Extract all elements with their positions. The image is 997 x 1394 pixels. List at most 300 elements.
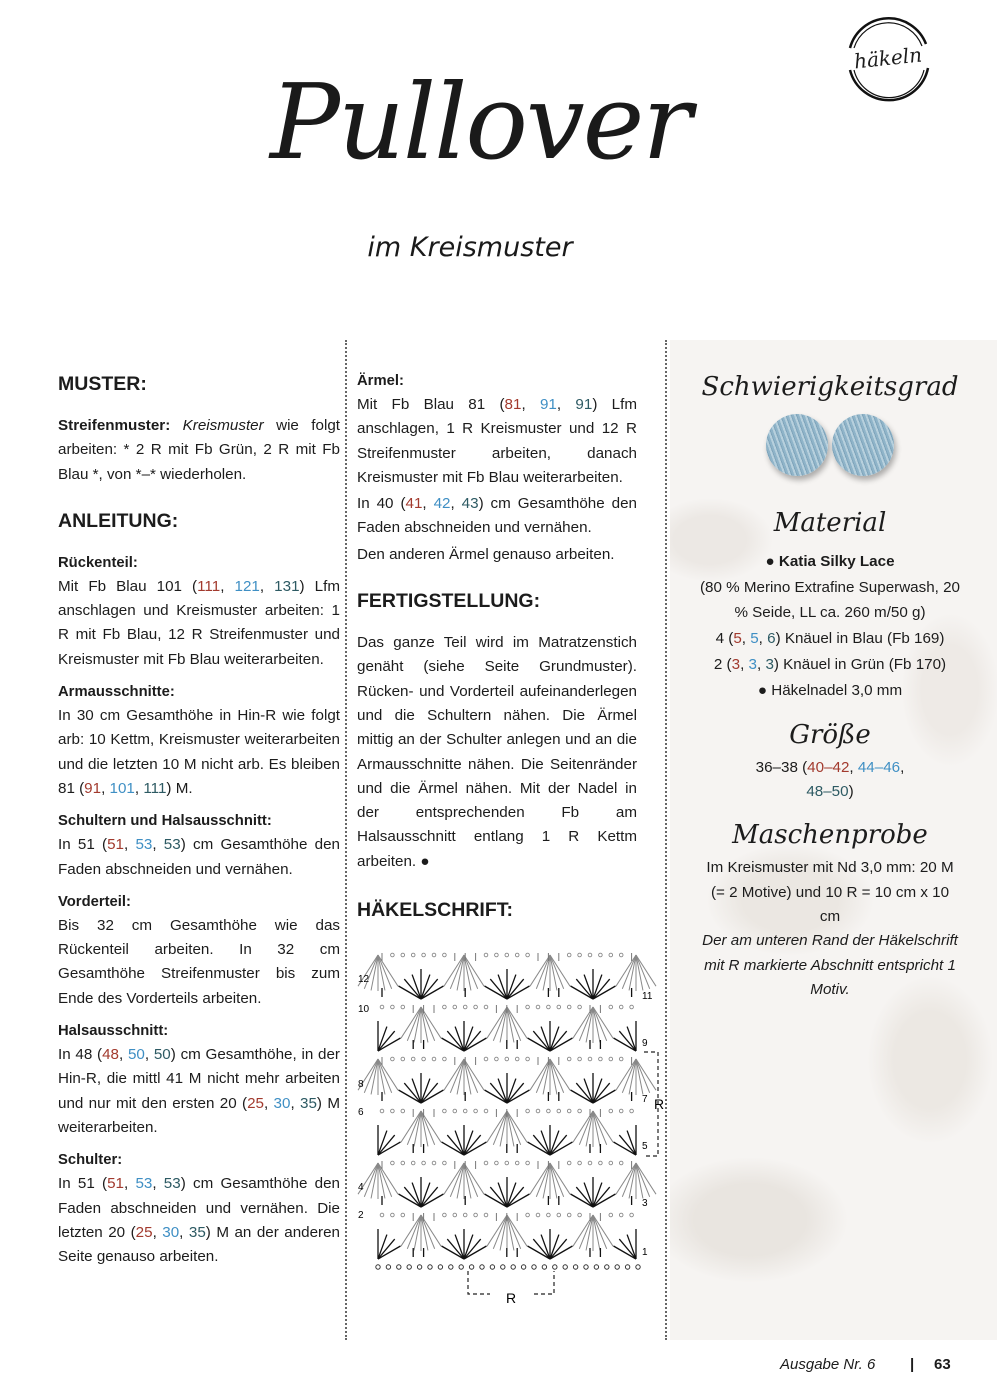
text-segment: ,: [179, 1223, 189, 1241]
row-number-label: 3: [642, 1198, 648, 1210]
chain-stitch-symbol: [474, 1005, 478, 1009]
chain-stitch-symbol: [463, 1109, 467, 1113]
chain-stitch-symbol: [619, 1161, 623, 1165]
text-segment: In 40 (: [357, 495, 406, 513]
material-item: [696, 679, 964, 703]
subsection-heading: Schulter:: [58, 1152, 123, 1169]
chain-stitch-symbol: [630, 1005, 634, 1009]
gray-fan-symbol: [450, 1059, 464, 1093]
chain-stitch-symbol: [526, 1213, 530, 1217]
paragraph: [58, 1043, 340, 1140]
chain-stitch-symbol: [386, 1265, 390, 1269]
text-segment: 4 (: [715, 629, 734, 647]
chain-stitch-symbol: [547, 1213, 551, 1217]
size-heading: Größe: [789, 719, 871, 750]
text-segment: ) Lfm anschlagen und Kreismuster arbeiten: 1 R mit Fb Blau, 12 R Streifenmuster und Kreismuster mit Fb Blau weiterarbeiten.: [58, 577, 340, 668]
chain-stitch-symbol: [605, 1265, 609, 1269]
chain-stitch-symbol: [515, 1161, 519, 1165]
chain-stitch-symbol: [391, 1005, 395, 1009]
gauge-text: Im Kreismuster mit Nd 3,0 mm: 20 M (= 2 Motive) und 10 R = 10 cm x 10 cm: [706, 859, 954, 925]
double-crochet-symbol: [533, 1239, 550, 1259]
size-variant-number: 25: [247, 1094, 264, 1112]
text-segment: wie folgt arbeiten: * 2 R mit Fb Grün, 2 R mit Fb Blau *, von *–* wiederholen.: [58, 417, 340, 483]
double-crochet-symbol: [490, 1187, 507, 1207]
chain-stitch-symbol: [532, 1265, 536, 1269]
size-variant-number: 48: [102, 1046, 120, 1064]
chain-stitch-symbol: [449, 1265, 453, 1269]
gray-fan-symbol: [407, 1007, 421, 1041]
double-crochet-symbol: [507, 1187, 524, 1207]
gray-fan-symbol: [378, 1059, 392, 1093]
chain-stitch-symbol: [438, 1265, 442, 1269]
paragraph: [58, 575, 340, 672]
chain-stitch-symbol: [463, 1005, 467, 1009]
chain-stitch-symbol: [619, 1005, 623, 1009]
chain-stitch-symbol: [453, 1213, 457, 1217]
size-variant-number: 81: [504, 396, 522, 413]
gray-fan-symbol: [493, 1111, 507, 1145]
gray-fan-symbol: [550, 1059, 564, 1093]
material-item: [696, 653, 964, 677]
double-crochet-symbol: [378, 1031, 395, 1051]
paragraph: [357, 543, 637, 567]
double-crochet-symbol: [507, 1083, 524, 1103]
chain-stitch-symbol: [484, 1161, 488, 1165]
chain-stitch-symbol: [459, 1265, 463, 1269]
chain-stitch-symbol: [578, 1161, 582, 1165]
crochet-chart: [350, 940, 665, 1310]
chain-stitch-symbol: [411, 1161, 415, 1165]
chain-stitch-symbol: [526, 953, 530, 957]
text-segment: 2 (: [713, 656, 732, 674]
chain-stitch-symbol: [588, 953, 592, 957]
gray-fan-symbol: [407, 1215, 421, 1249]
subsection-heading: Ärmel:: [357, 373, 404, 389]
text-segment: ) cm Gesamthöhe den Faden abschneiden und vernähen.: [357, 495, 637, 537]
chain-stitch-symbol: [630, 1109, 634, 1113]
double-crochet-symbol: [619, 1031, 636, 1051]
size-variant-number: 6: [767, 629, 776, 647]
chain-stitch-symbol: [563, 1265, 567, 1269]
chain-stitch-symbol: [469, 1265, 473, 1269]
footer-separator: |: [910, 1356, 915, 1373]
chain-stitch-symbol: [599, 953, 603, 957]
text-segment: ,: [422, 495, 434, 513]
paragraph: [58, 833, 340, 882]
chain-stitch-symbol: [521, 1265, 525, 1269]
chain-stitch-symbol: [480, 1265, 484, 1269]
chain-stitch-symbol: [515, 1057, 519, 1061]
paragraph: [58, 704, 340, 801]
chain-stitch-symbol: [526, 1005, 530, 1009]
gray-fan-symbol: [493, 1007, 507, 1041]
size-variant-number: 30: [273, 1094, 291, 1112]
size-text: [690, 756, 970, 805]
text-segment: ,: [450, 495, 462, 513]
chain-stitch-symbol: [547, 1109, 551, 1113]
size-variant-number: 111: [143, 779, 167, 797]
text-segment: ● Häkelnadel 3,0 mm: [757, 682, 903, 700]
chain-stitch-symbol: [484, 953, 488, 957]
row-number-label: 9: [642, 1038, 648, 1050]
double-crochet-symbol: [593, 979, 610, 999]
text-segment: ,: [741, 629, 751, 647]
text-segment: ● Katia Silky Lace: [765, 553, 895, 570]
gray-fan-symbol: [493, 1215, 507, 1249]
size-variant-number: 5: [733, 629, 742, 647]
double-crochet-symbol: [421, 1083, 438, 1103]
text-segment: Den anderen Ärmel genauso arbeiten.: [357, 545, 615, 563]
yarn-ball-icon: [766, 414, 828, 476]
chain-stitch-symbol: [380, 1109, 384, 1113]
gray-fan-symbol: [364, 1163, 378, 1197]
text-segment: ,: [123, 836, 136, 854]
chain-stitch-symbol: [391, 1057, 395, 1061]
double-crochet-symbol: [593, 1083, 610, 1103]
double-crochet-symbol: [550, 1135, 567, 1155]
material-heading: Material: [773, 508, 887, 538]
section-heading: FERTIGSTELLUNG:: [357, 590, 541, 613]
text-segment: ,: [900, 758, 905, 776]
text-segment: ,: [259, 577, 275, 595]
double-crochet-symbol: [619, 1239, 636, 1259]
row-number-label: 7: [642, 1094, 648, 1106]
gray-fan-symbol: [450, 955, 464, 989]
repeat-label: R: [654, 1096, 665, 1113]
subsection-heading: Armausschnitte:: [58, 684, 175, 701]
paragraph: [58, 414, 340, 487]
difficulty-heading: Schwierigkeitsgrad: [701, 372, 959, 402]
left-column: [58, 366, 340, 1271]
row-number-label: 5: [642, 1141, 648, 1153]
chain-stitch-symbol: [578, 1005, 582, 1009]
chain-stitch-symbol: [567, 1005, 571, 1009]
double-crochet-symbol: [490, 979, 507, 999]
chain-stitch-symbol: [536, 1109, 540, 1113]
text-segment: ,: [152, 1223, 163, 1241]
chain-stitch-symbol: [609, 1161, 613, 1165]
text-segment: ,: [556, 396, 576, 413]
chain-stitch-symbol: [584, 1265, 588, 1269]
spacer: [357, 569, 637, 583]
page-subtitle: im Kreismuster: [367, 232, 573, 263]
chain-stitch-symbol: [578, 1109, 582, 1113]
yarn-ball-icon: [832, 414, 894, 476]
material-item: [696, 576, 964, 625]
text-segment: 36–38 (: [755, 758, 808, 776]
gray-fan-symbol: [364, 1059, 378, 1093]
chain-stitch-symbol: [453, 1005, 457, 1009]
paragraph: [357, 631, 637, 874]
chain-stitch-symbol: [567, 1213, 571, 1217]
chain-stitch-symbol: [380, 1213, 384, 1217]
subsection-heading: Halsausschnitt:: [58, 1023, 169, 1040]
text-segment: ,: [521, 396, 540, 413]
page-title: Pullover: [269, 61, 691, 183]
chain-stitch-symbol: [619, 1213, 623, 1217]
size-variant-number: 121: [234, 577, 260, 595]
chain-stitch-symbol: [484, 1005, 488, 1009]
chain-stitch-symbol: [573, 1265, 577, 1269]
chain-stitch-symbol: [594, 1265, 598, 1269]
size-variant-number: 53: [163, 836, 181, 854]
double-crochet-symbol: [404, 979, 421, 999]
chain-stitch-symbol: [432, 1057, 436, 1061]
size-variant-number: 3: [748, 656, 757, 674]
paragraph: [357, 492, 637, 541]
gauge-note: Der am unteren Rand der Häkelschrift mit R markierte Abschnitt entspricht 1 Motiv.: [702, 932, 958, 998]
text-segment: In 51 (: [58, 1175, 108, 1193]
chain-stitch-symbol: [397, 1265, 401, 1269]
text-segment: ,: [119, 1046, 128, 1064]
chain-stitch-symbol: [411, 1057, 415, 1061]
chain-stitch-symbol: [536, 1213, 540, 1217]
footer: [780, 1356, 980, 1376]
size-variant-number: 50: [153, 1046, 171, 1064]
text-segment: Streifenmuster:: [58, 417, 183, 434]
gray-fan-symbol: [622, 1163, 636, 1197]
size-variant-number: 48–50: [806, 783, 849, 801]
text-segment: ,: [144, 1046, 154, 1064]
chain-stitch-symbol: [432, 953, 436, 957]
chain-stitch-symbol: [484, 1213, 488, 1217]
chain-stitch-symbol: [401, 1161, 405, 1165]
double-crochet-symbol: [421, 1187, 438, 1207]
text-segment: ,: [740, 656, 749, 674]
text-segment: ): [848, 783, 854, 801]
gray-fan-symbol: [378, 1163, 392, 1197]
chain-stitch-symbol: [474, 1213, 478, 1217]
chain-stitch-symbol: [578, 1057, 582, 1061]
double-crochet-symbol: [421, 979, 438, 999]
text-segment: ,: [101, 779, 110, 797]
size-variant-number: 42: [433, 495, 451, 513]
gray-fan-symbol: [378, 955, 392, 989]
chain-stitch-symbol: [401, 1109, 405, 1113]
double-crochet-symbol: [404, 1187, 421, 1207]
difficulty-rating: [690, 414, 970, 476]
issue-label: Ausgabe Nr. 6: [780, 1356, 876, 1373]
chain-stitch-symbol: [495, 1057, 499, 1061]
chain-stitch-symbol: [619, 1109, 623, 1113]
text-segment: ) Knäuel in Grün (Fb 170): [773, 656, 947, 674]
material-item: [696, 627, 964, 651]
gray-fan-symbol: [636, 1163, 650, 1197]
gray-fan-symbol: [421, 1215, 435, 1249]
chain-stitch-symbol: [615, 1265, 619, 1269]
chain-stitch-symbol: [495, 1161, 499, 1165]
paragraph: [58, 1172, 340, 1269]
chain-stitch-symbol: [428, 1265, 432, 1269]
chain-stitch-symbol: [636, 1265, 640, 1269]
double-crochet-symbol: [576, 979, 593, 999]
text-segment: ,: [290, 1094, 301, 1112]
gray-fan-symbol: [579, 1111, 593, 1145]
size-variant-number: 53: [163, 1175, 181, 1193]
size-variant-number: 101: [109, 779, 135, 797]
chain-stitch-symbol: [599, 1057, 603, 1061]
chain-stitch-symbol: [557, 1213, 561, 1217]
size-variant-number: 111: [197, 577, 221, 595]
size-variant-number: 51: [107, 1175, 124, 1193]
chain-stitch-symbol: [567, 1057, 571, 1061]
gray-fan-symbol: [450, 1163, 464, 1197]
size-variant-number: 51: [107, 836, 124, 854]
row-number-label: 11: [642, 991, 653, 1003]
chain-stitch-symbol: [391, 1213, 395, 1217]
chain-stitch-symbol: [609, 1057, 613, 1061]
gray-fan-symbol: [593, 1111, 607, 1145]
text-segment: Mit Fb Blau 101 (: [58, 577, 198, 595]
gray-fan-symbol: [593, 1215, 607, 1249]
text-segment: ,: [756, 656, 766, 674]
chain-stitch-symbol: [411, 953, 415, 957]
subsection-heading: Vorderteil:: [58, 893, 131, 910]
text-segment: (80 % Merino Extrafine Superwash, 20 % Seide, LL ca. 260 m/50 g): [699, 579, 960, 621]
chain-stitch-symbol: [542, 1265, 546, 1269]
chain-stitch-symbol: [443, 1057, 447, 1061]
double-crochet-symbol: [490, 1083, 507, 1103]
gray-fan-symbol: [407, 1111, 421, 1145]
chain-stitch-symbol: [417, 1265, 421, 1269]
row-number-label: 10: [358, 1004, 370, 1016]
gray-fan-symbol: [550, 955, 564, 989]
subsection-heading: Rückenteil:: [58, 554, 138, 571]
chain-stitch-symbol: [443, 1161, 447, 1165]
double-crochet-symbol: [447, 1239, 464, 1259]
chain-stitch-symbol: [422, 1057, 426, 1061]
double-crochet-symbol: [619, 1135, 636, 1155]
gray-fan-symbol: [579, 1215, 593, 1249]
chain-stitch-symbol: [630, 1213, 634, 1217]
double-crochet-symbol: [464, 1031, 481, 1051]
chain-stitch-symbol: [501, 1265, 505, 1269]
chain-stitch-symbol: [567, 1161, 571, 1165]
size-variant-number: 53: [135, 1175, 153, 1193]
text-segment: Kreismuster: [182, 417, 264, 434]
double-crochet-symbol: [576, 1187, 593, 1207]
section-heading: HÄKELSCHRIFT:: [357, 899, 513, 922]
row-number-label: 6: [358, 1107, 364, 1119]
chain-stitch-symbol: [401, 953, 405, 957]
double-crochet-symbol: [464, 1135, 481, 1155]
column-divider: [665, 340, 667, 1340]
section-heading: ANLEITUNG:: [58, 509, 179, 532]
chain-stitch-symbol: [557, 1005, 561, 1009]
badge-text: häkeln: [852, 42, 924, 74]
chain-stitch-symbol: [619, 1057, 623, 1061]
chain-stitch-symbol: [526, 1161, 530, 1165]
double-crochet-symbol: [507, 979, 524, 999]
size-variant-number: 43: [461, 495, 479, 513]
chain-stitch-symbol: [567, 953, 571, 957]
chain-stitch-symbol: [380, 1005, 384, 1009]
row-number-label: 12: [358, 974, 370, 986]
chain-stitch-symbol: [443, 1005, 447, 1009]
chain-stitch-symbol: [609, 953, 613, 957]
double-crochet-symbol: [378, 1135, 395, 1155]
text-segment: In 51 (: [58, 836, 108, 854]
chain-stitch-symbol: [609, 1213, 613, 1217]
chain-stitch-symbol: [625, 1265, 629, 1269]
chain-stitch-symbol: [526, 1109, 530, 1113]
size-variant-number: 131: [274, 577, 300, 595]
gray-fan-symbol: [622, 1059, 636, 1093]
chain-stitch-symbol: [401, 1213, 405, 1217]
size-variant-number: 91: [575, 396, 593, 413]
text-segment: ,: [849, 758, 858, 776]
double-crochet-symbol: [378, 1239, 395, 1259]
size-variant-number: 40–42: [807, 758, 850, 776]
text-segment: In 48 (: [58, 1046, 103, 1064]
size-variant-number: 41: [405, 495, 423, 513]
size-variant-number: 91: [84, 779, 102, 797]
right-column: [690, 366, 970, 1002]
size-variant-number: 5: [750, 629, 759, 647]
gray-fan-symbol: [507, 1007, 521, 1041]
chain-stitch-symbol: [484, 1109, 488, 1113]
chain-stitch-symbol: [490, 1265, 494, 1269]
chain-stitch-symbol: [505, 1057, 509, 1061]
double-crochet-symbol: [593, 1187, 610, 1207]
size-variant-number: 91: [539, 396, 557, 413]
row-number-label: 1: [642, 1247, 648, 1259]
chain-stitch-symbol: [495, 953, 499, 957]
size-variant-number: 53: [135, 836, 153, 854]
gray-fan-symbol: [593, 1007, 607, 1041]
gray-fan-symbol: [421, 1007, 435, 1041]
chain-stitch-symbol: [391, 953, 395, 957]
gray-fan-symbol: [636, 955, 650, 989]
text-segment: ,: [152, 836, 164, 854]
size-variant-number: 35: [188, 1223, 206, 1241]
size-variant-number: 3: [731, 656, 741, 674]
double-crochet-symbol: [533, 1031, 550, 1051]
double-crochet-symbol: [447, 1031, 464, 1051]
double-crochet-symbol: [533, 1135, 550, 1155]
material-list: [690, 544, 970, 704]
text-segment: Das ganze Teil wird im Matratzenstich genäht (siehe Seite Grundmuster). Rücken- und Vorderteil aufeinanderlegen und die Schultern nähen. Die Ärmel mittig an der Schulter anlegen und an die Armausschnitte nähen. Die Seitenränder und die Ärmel nähen. Mit der Nadel in der entsprechenden Fb am Halsausschnitt entlang 1 R Kettm arbeiten. ●: [357, 634, 637, 870]
row-number-label: 8: [358, 1079, 364, 1091]
size-variant-number: 44–46: [857, 758, 901, 776]
middle-column-text: [357, 369, 637, 924]
text-segment: ,: [220, 577, 235, 595]
chain-stitch-symbol: [553, 1265, 557, 1269]
gray-fan-symbol: [550, 1163, 564, 1197]
section-heading: MUSTER:: [58, 373, 147, 395]
chain-stitch-symbol: [609, 1109, 613, 1113]
chain-stitch-symbol: [588, 1057, 592, 1061]
chain-stitch-symbol: [526, 1057, 530, 1061]
repeat-label: R: [506, 1290, 517, 1307]
chain-stitch-symbol: [515, 953, 519, 957]
chain-stitch-symbol: [609, 1005, 613, 1009]
size-variant-number: 25: [135, 1223, 153, 1241]
text-segment: Bis 32 cm Gesamthöhe wie das Rückenteil arbeiten. In 32 cm Gesamthöhe Streifenmuster bis zum Ende des Vorderteils arbeiten.: [58, 916, 340, 1007]
chain-stitch-symbol: [443, 1213, 447, 1217]
chain-stitch-symbol: [391, 1109, 395, 1113]
chain-stitch-symbol: [401, 1005, 405, 1009]
size-variant-number: 30: [162, 1223, 180, 1241]
chain-stitch-symbol: [599, 1161, 603, 1165]
material-item: [696, 550, 964, 574]
text-segment: ) cm Gesamthöhe den Faden abschneiden und vernähen. Die letzten 20 (: [58, 1175, 340, 1241]
chain-stitch-symbol: [557, 1109, 561, 1113]
middle-column: [357, 361, 665, 1310]
double-crochet-symbol: [464, 1239, 481, 1259]
double-crochet-symbol: [404, 1083, 421, 1103]
text-segment: ) Knäuel in Blau (Fb 169): [775, 629, 945, 647]
